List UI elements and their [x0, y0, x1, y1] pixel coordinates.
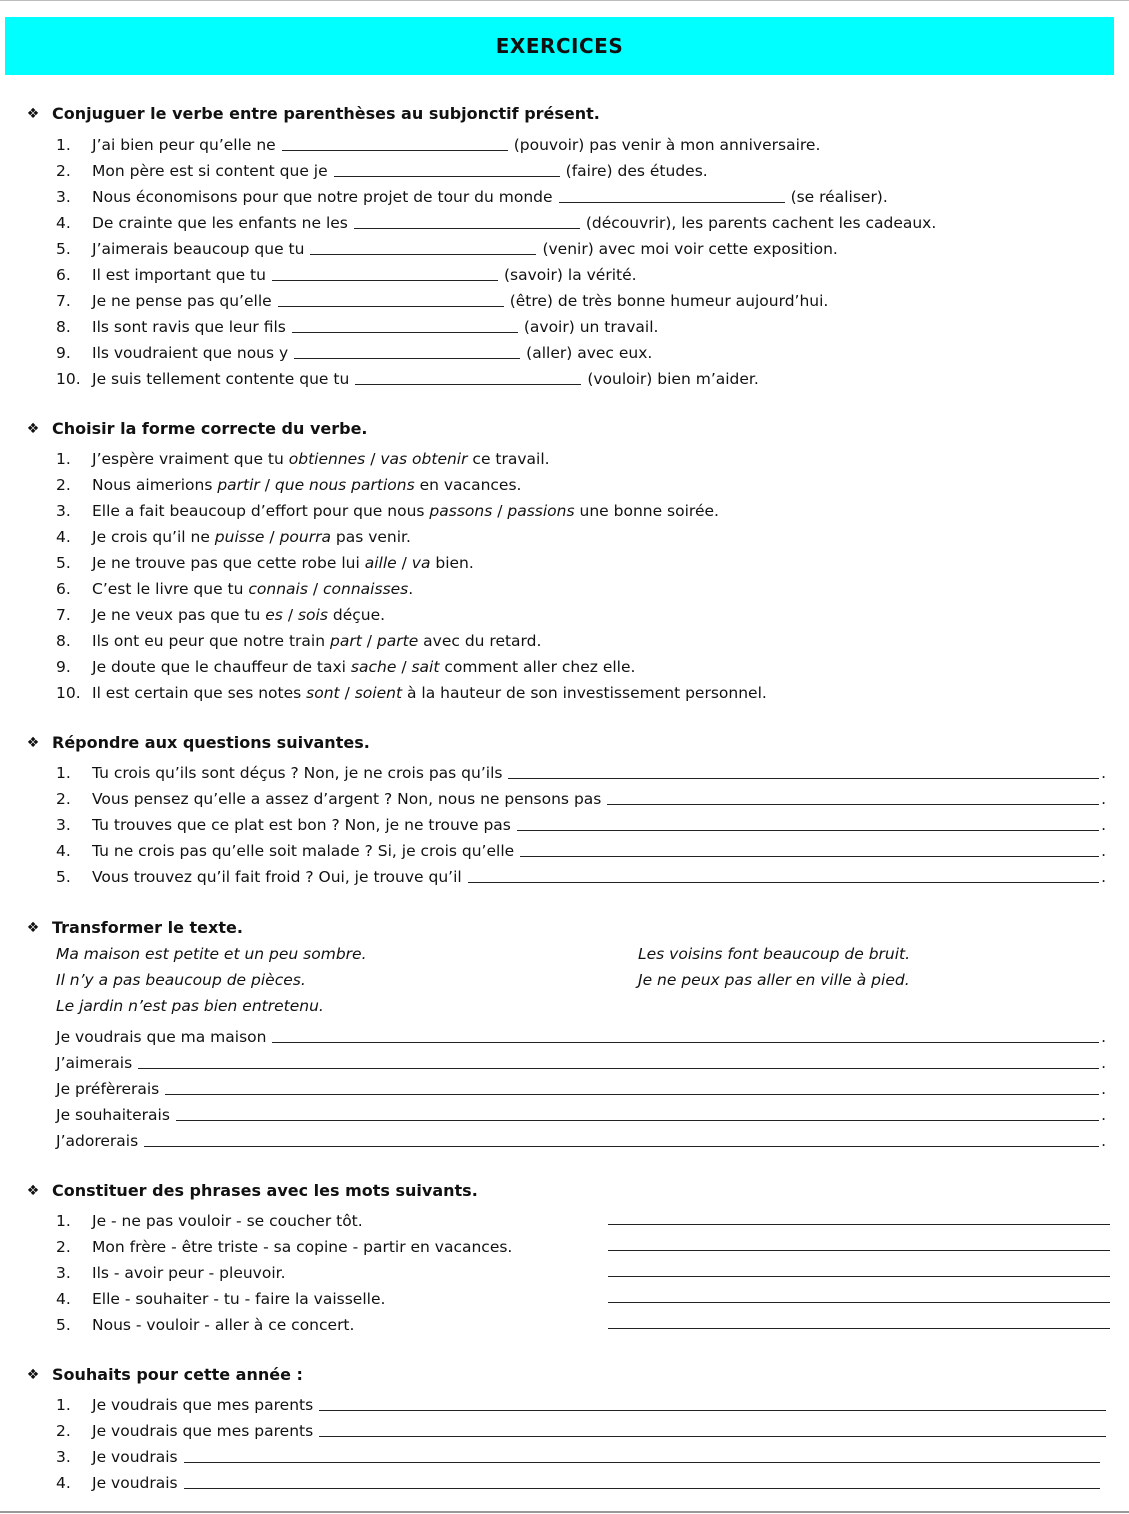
- option-2[interactable]: soient: [354, 684, 403, 702]
- list-item: 3. Elle a fait beaucoup d’effort pour que nous passons / passions une bonne soirée.: [56, 502, 719, 520]
- diamond-bullet-icon: ❖: [26, 734, 40, 751]
- answer-line[interactable]: [138, 1053, 1099, 1069]
- answer-blank[interactable]: [272, 265, 498, 281]
- answer-line[interactable]: [520, 841, 1099, 857]
- answer-blank[interactable]: [278, 291, 504, 307]
- option-2[interactable]: va: [411, 554, 431, 572]
- list-item: 8. Ils sont ravis que leur fils (avoir) un travail.: [56, 318, 659, 336]
- diamond-bullet-icon: ❖: [26, 1182, 40, 1199]
- section-4-title: ❖ Transformer le texte.: [24, 918, 243, 937]
- option-1[interactable]: partir: [217, 476, 260, 494]
- list-item: 4. Je voudrais: [56, 1470, 1102, 1492]
- answer-blank[interactable]: [294, 343, 520, 359]
- answer-blank[interactable]: [354, 213, 580, 229]
- list-item: 7. Je ne veux pas que tu es / sois déçue.: [56, 606, 386, 624]
- page-title-banner: [5, 17, 1114, 75]
- answer-line[interactable]: [176, 1105, 1099, 1121]
- option-1[interactable]: passons: [429, 502, 493, 520]
- list-item: 1. J’ai bien peur qu’elle ne (pouvoir) pas venir à mon anniversaire.: [56, 136, 821, 154]
- diamond-bullet-icon: ❖: [26, 1366, 40, 1383]
- writing-line: Je voudrais que ma maison .: [56, 1028, 1106, 1046]
- answer-line[interactable]: [184, 1473, 1100, 1489]
- answer-line[interactable]: [184, 1447, 1100, 1463]
- list-item: 2. Vous pensez qu’elle a assez d’argent ? Non, nous ne pensons pas .: [56, 790, 1106, 808]
- list-item: 1. Je voudrais que mes parents: [56, 1392, 1108, 1414]
- diamond-bullet-icon: ❖: [26, 420, 40, 437]
- option-2[interactable]: sois: [297, 606, 328, 624]
- option-1[interactable]: obtiennes: [288, 450, 366, 468]
- option-1[interactable]: part: [330, 632, 362, 650]
- answer-blank[interactable]: [355, 369, 581, 385]
- writing-line: Je préfèrerais .: [56, 1080, 1106, 1098]
- source-text-line: Ma maison est petite et un peu sombre.: [56, 945, 367, 963]
- list-item: 6. Il est important que tu (savoir) la vérité.: [56, 266, 637, 284]
- option-2[interactable]: connaisses: [323, 580, 409, 598]
- writing-line: J’aimerais .: [56, 1054, 1106, 1072]
- section-3-title: ❖ Répondre aux questions suivantes.: [24, 733, 370, 752]
- option-1[interactable]: connais: [248, 580, 308, 598]
- list-item: 3. Ils - avoir peur - pleuvoir.: [56, 1264, 286, 1282]
- list-item: 1. J’espère vraiment que tu obtiennes / vas obtenir ce travail.: [56, 450, 550, 468]
- list-item: 4. Tu ne crois pas qu’elle soit malade ? Si, je crois qu’elle .: [56, 842, 1106, 860]
- answer-line[interactable]: [608, 1250, 1110, 1251]
- list-item: 10. Il est certain que ses notes sont / soient à la hauteur de son investissement personnel.: [56, 684, 767, 702]
- list-item: 9. Je doute que le chauffeur de taxi sache / sait comment aller chez elle.: [56, 658, 636, 676]
- option-1[interactable]: aille: [364, 554, 397, 572]
- list-item: 7. Je ne pense pas qu’elle (être) de très bonne humeur aujourd’hui.: [56, 292, 829, 310]
- source-text-line: Le jardin n’est pas bien entretenu.: [56, 997, 324, 1015]
- list-item: 3. Tu trouves que ce plat est bon ? Non, je ne trouve pas .: [56, 816, 1106, 834]
- option-2[interactable]: que nous partions: [274, 476, 415, 494]
- list-item: 5. Vous trouvez qu’il fait froid ? Oui, je trouve qu’il .: [56, 868, 1106, 886]
- list-item: 4. Elle - souhaiter - tu - faire la vaisselle.: [56, 1290, 386, 1308]
- bottom-border: [0, 1511, 1129, 1513]
- answer-blank[interactable]: [334, 161, 560, 177]
- section-6-title: ❖ Souhaits pour cette année :: [24, 1365, 303, 1384]
- answer-line[interactable]: [272, 1027, 1099, 1043]
- list-item: 1. Je - ne pas vouloir - se coucher tôt.: [56, 1212, 363, 1230]
- diamond-bullet-icon: ❖: [26, 105, 40, 122]
- answer-line[interactable]: [144, 1131, 1099, 1147]
- option-2[interactable]: pourra: [279, 528, 331, 546]
- answer-line[interactable]: [165, 1079, 1099, 1095]
- list-item: 5. J’aimerais beaucoup que tu (venir) avec moi voir cette exposition.: [56, 240, 838, 258]
- page-title: EXERCICES: [495, 34, 624, 58]
- list-item: 2. Nous aimerions partir / que nous partions en vacances.: [56, 476, 522, 494]
- source-text-line: Les voisins font beaucoup de bruit.: [638, 945, 911, 963]
- answer-line[interactable]: [608, 1328, 1110, 1329]
- answer-line[interactable]: [468, 867, 1099, 883]
- answer-line[interactable]: [319, 1421, 1106, 1437]
- option-1[interactable]: sont: [306, 684, 340, 702]
- answer-line[interactable]: [517, 815, 1099, 831]
- answer-blank[interactable]: [292, 317, 518, 333]
- list-item: 5. Je ne trouve pas que cette robe lui aille / va bien.: [56, 554, 474, 572]
- answer-line[interactable]: [607, 789, 1099, 805]
- section-1-title: ❖ Conjuguer le verbe entre parenthèses au subjonctif présent.: [24, 104, 600, 123]
- list-item: 3. Je voudrais: [56, 1444, 1102, 1466]
- list-item: 1. Tu crois qu’ils sont déçus ? Non, je ne crois pas qu’ils .: [56, 764, 1106, 782]
- top-border: [0, 0, 1129, 1]
- list-item: 3. Nous économisons pour que notre projet de tour du monde (se réaliser).: [56, 188, 888, 206]
- diamond-bullet-icon: ❖: [26, 919, 40, 936]
- list-item: 4. De crainte que les enfants ne les (découvrir), les parents cachent les cadeaux.: [56, 214, 937, 232]
- list-item: 4. Je crois qu’il ne puisse / pourra pas venir.: [56, 528, 411, 546]
- answer-line[interactable]: [319, 1395, 1106, 1411]
- writing-line: Je souhaiterais .: [56, 1106, 1106, 1124]
- list-item: 2. Je voudrais que mes parents: [56, 1418, 1108, 1440]
- option-2[interactable]: vas obtenir: [380, 450, 468, 468]
- answer-line[interactable]: [508, 763, 1099, 779]
- section-5-title: ❖ Constituer des phrases avec les mots suivants.: [24, 1181, 478, 1200]
- answer-blank[interactable]: [310, 239, 536, 255]
- option-2[interactable]: passions: [507, 502, 575, 520]
- source-text-line: Je ne peux pas aller en ville à pied.: [638, 971, 910, 989]
- section-2-title: ❖ Choisir la forme correcte du verbe.: [24, 419, 368, 438]
- list-item: 8. Ils ont eu peur que notre train part / parte avec du retard.: [56, 632, 542, 650]
- list-item: 6. C’est le livre que tu connais / connaisses .: [56, 580, 414, 598]
- source-text-line: Il n’y a pas beaucoup de pièces.: [56, 971, 306, 989]
- option-2[interactable]: parte: [376, 632, 419, 650]
- option-1[interactable]: puisse: [214, 528, 265, 546]
- answer-line[interactable]: [608, 1276, 1110, 1277]
- answer-blank[interactable]: [282, 135, 508, 151]
- list-item: 2. Mon père est si content que je (faire) des études.: [56, 162, 708, 180]
- answer-blank[interactable]: [559, 187, 785, 203]
- list-item: 9. Ils voudraient que nous y (aller) avec eux.: [56, 344, 653, 362]
- list-item: 2. Mon frère - être triste - sa copine - partir en vacances.: [56, 1238, 513, 1256]
- list-item: 5. Nous - vouloir - aller à ce concert.: [56, 1316, 355, 1334]
- answer-line[interactable]: [608, 1224, 1110, 1225]
- option-1[interactable]: sache: [350, 658, 397, 676]
- answer-line[interactable]: [608, 1302, 1110, 1303]
- list-item: 10. Je suis tellement contente que tu (vouloir) bien m’aider.: [56, 370, 759, 388]
- option-1[interactable]: es: [265, 606, 283, 624]
- option-2[interactable]: sait: [411, 658, 440, 676]
- writing-line: J’adorerais .: [56, 1132, 1106, 1150]
